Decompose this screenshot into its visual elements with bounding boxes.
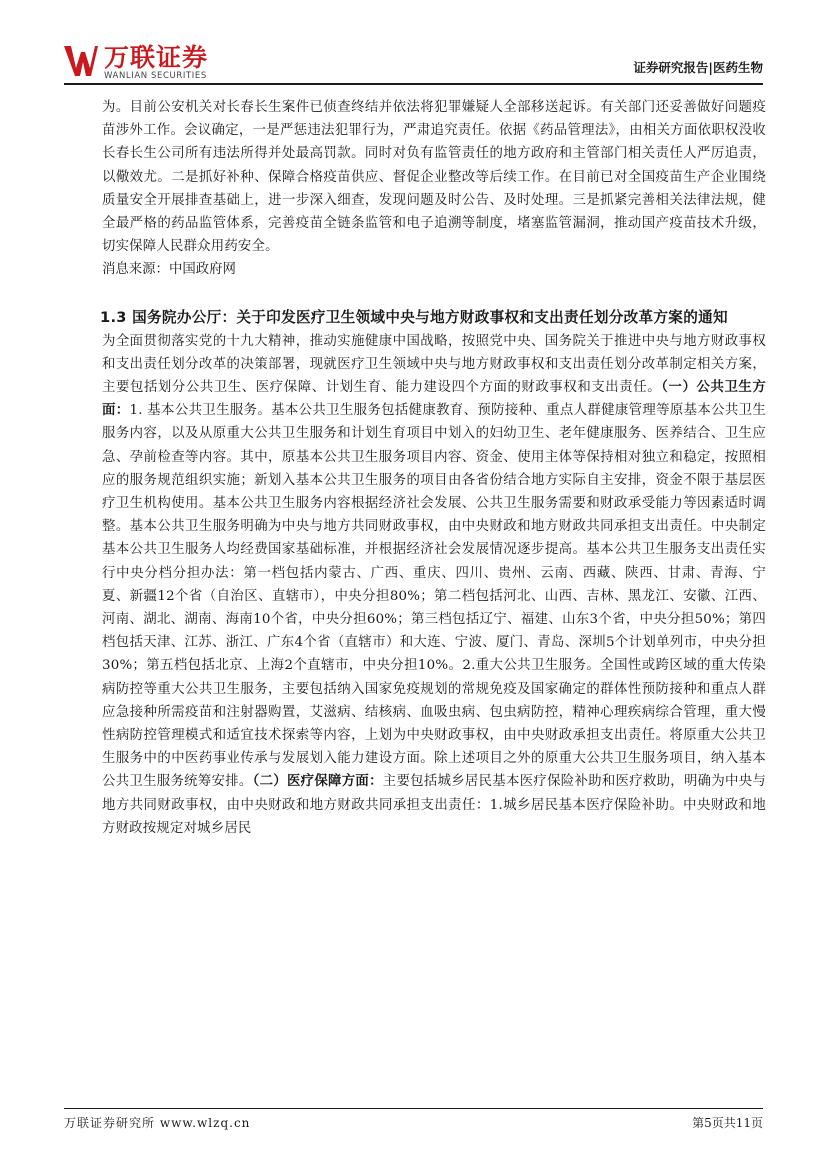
paragraph-text: 为全面贯彻落实党的十九大精神，推动实施健康中国战略，按照党中央、国务院关于推进中央与地方财政事权和支出责任划分改革的决策部署，现就医疗卫生领域中央与地方财政事权和支出责任划分改革制定相关方案，主要包括划分公共卫生、医疗保障、计划生育、能力建设四个方面的财政事权和支出责任。	[102, 333, 766, 396]
company-logo	[64, 44, 208, 81]
body-paragraph-2	[102, 330, 766, 840]
report-category: 证券研究报告|医药生物	[633, 60, 763, 75]
header-divider	[64, 83, 763, 85]
subheading-medical-security: （二）医疗保障方面：	[252, 773, 383, 790]
subheading-public-health: （一）公共卫生方面：	[102, 379, 766, 419]
footer-divider	[64, 1108, 763, 1109]
news-source: 消息来源：中国政府网	[102, 262, 236, 278]
body-paragraph-1: 为。目前公安机关对长春长生案件已侦查终结并依法将犯罪嫌疑人全部移送起诉。有关部门还妥善做好问题疫苗涉外工作。会议确定，一是严惩违法犯罪行为，严肃追究责任。依据《药品管理法》，由相关方面依职权没收长春长生公司所有违法所得并处最高罚款。同时对负有监管责任的地方政府和主管部门相关责任人严厉追责，以儆效尤。二是抓好补种、保障合格疫苗供应、督促企业整改等后续工作。在目前已对全国疫苗生产企业围绕质量安全开展排查基础上，进一步深入细查，发现问题及时公告、及时处理。三是抓紧完善相关法律法规，健全最严格的药品监管体系，完善疫苗全链条监管和电子追溯等制度，堵塞监管漏洞，推动国产疫苗技术升级，切实保障人民群众用药安全。	[102, 100, 766, 255]
wanlian-logo-icon	[64, 44, 98, 78]
paragraph-text: 1. 基本公共卫生服务。基本公共卫生服务包括健康教育、预防接种、重点人群健康管理等原基本公共卫生服务内容，以及从原重大公共卫生服务和计划生育项目中划入的妇幼卫生、老年健康服务、医养结合、卫生应急、孕前检查等内容。其中，原基本公共卫生服务项目内容、资金、使用主体等保持相对独立和稳定，按照相应的服务规范组织实施；新划入基本公共卫生服务的项目由各省份结合地方实际自主安排，资金不限于基层医疗卫生机构使用。基本公共卫生服务内容根据经济社会发展、公共卫生服务需要和财政承受能力等因素适时调整。基本公共卫生服务明确为中央与地方共同财政事权，由中央财政和地方财政共同承担支出责任。中央制定基本公共卫生服务人均经费国家基础标准，并根据经济社会发展情况逐步提高。基本公共卫生服务支出责任实行中央分档分担办法：第一档包括内蒙古、广西、重庆、四川、贵州、云南、西藏、陕西、甘肃、青海、宁夏、新疆12个省（自治区、直辖市），中央分担80%；第二档包括河北、山西、吉林、黑龙江、安徽、江西、河南、湖北、湖南、海南10个省，中央分担60%；第三档包括辽宁、福建、山东3个省，中央分担50%；第四档包括天津、江苏、浙江、广东4个省（直辖市）和大连、宁波、厦门、青岛、深圳5个计划单列市，中央分担30%；第五档包括北京、上海2个直辖市，中央分担10%。2.重大公共卫生服务。全国性或跨区域的重大传染病防控等重大公共卫生服务，主要包括纳入国家免疫规划的常规免疫及国家确定的群体性预防接种和重点人群应急接种所需疫苗和注射器购置，艾滋病、结核病、血吸虫病、包虫病防控，精神心理疾病综合管理，重大慢性病防控管理模式和适宜技术探索等内容，上划为中央财政事权，由中央财政承担支出责任。将原重大公共卫生服务中的中医药事业传承与发展划入能力建设方面。除上述项目之外的原重大公共卫生服务项目，纳入基本公共卫生服务统筹安排。	[102, 403, 766, 790]
logo-chinese-name: 万联证券	[104, 43, 209, 72]
main-content	[102, 96, 766, 840]
page-header	[0, 0, 827, 90]
paragraph-text: 主要包括城乡居民基本医疗保险补助和医疗救助，明确为中央与地方共同财政事权，由中央财政和地方财政共同承担支出责任：1.城乡居民基本医疗保险补助。中央财政和地方财政按规定对城乡居民	[102, 774, 766, 836]
footer-institute: 万联证券研究所 www.wlzq.cn	[64, 1116, 251, 1130]
section-heading: 1.3 国务院办公厅：关于印发医疗卫生领域中央与地方财政事权和支出责任划分改革方案的通知	[100, 308, 728, 326]
page-number: 第5页共11页	[692, 1116, 763, 1130]
logo-english-name: WANLIAN SECURITIES	[104, 71, 207, 81]
